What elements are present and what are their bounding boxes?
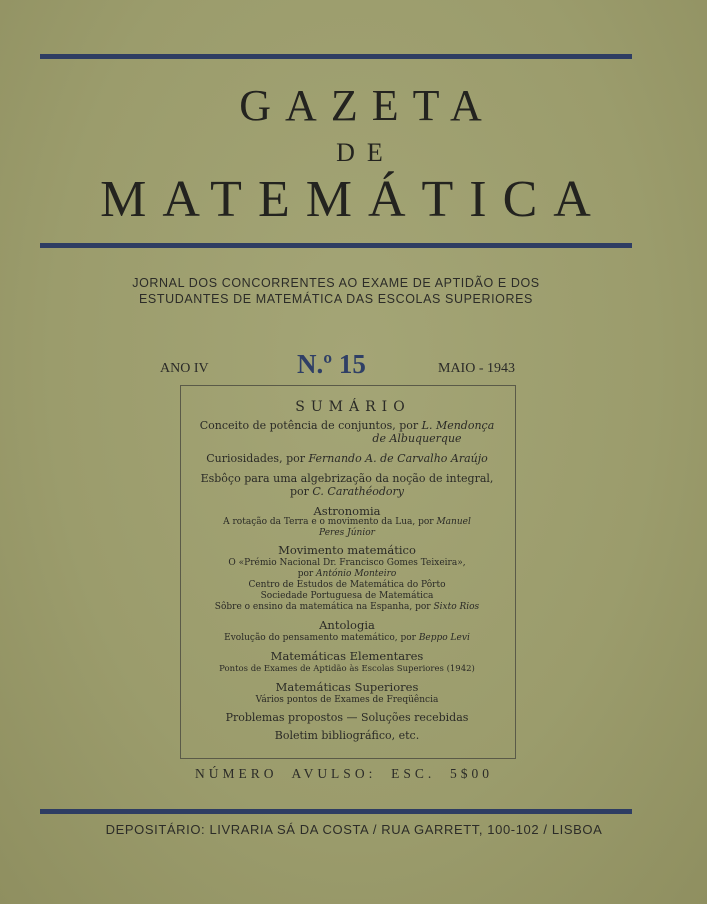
top-rule: [40, 54, 632, 59]
title-de: DE: [336, 138, 395, 167]
toc-entry-9: por António Monteiro: [297, 569, 397, 579]
issue-number: N.º 15: [297, 349, 366, 379]
toc-entry-13: Evolução do pensamento matemático, por Beppo Levi: [224, 633, 470, 643]
toc-section-superiores: Matemáticas Superiores: [275, 680, 419, 694]
issue-year: ANO IV: [160, 361, 209, 376]
footer-rule: [40, 809, 632, 814]
toc-section-astronomia: Astronomia: [313, 504, 381, 518]
subtitle-line-2: ESTUDANTES DE MATEMÁTICA DAS ESCOLAS SUPERIORES: [138, 292, 533, 306]
toc-entry-16: Problemas propostos — Soluções recebidas: [225, 711, 469, 724]
toc-entry-14: Pontos de Exames de Aptidão às Escolas Superiores (1942): [219, 664, 475, 674]
price-line: NÚMERO AVULSO: ESC. 5$00: [195, 766, 493, 781]
toc-section-movimento: Movimento matemático: [278, 543, 416, 557]
subtitle-line-1: JORNAL DOS CONCORRENTES AO EXAME DE APTIDÃO E DOS: [132, 276, 540, 290]
toc-entry-4: Esbôço para uma algebrização da noção de integral,: [200, 472, 494, 485]
issue-info: [0, 349, 707, 383]
title-matematica: MATEMÁTICA: [100, 171, 607, 228]
toc-entry-11: Sociedade Portuguesa de Matemática: [260, 591, 434, 601]
depositario-line: DEPOSITÁRIO: LIVRARIA SÁ DA COSTA / RUA GARRETT, 100-102 / LISBOA: [105, 822, 603, 837]
toc-entry-17: Boletim bibliográfico, etc.: [274, 729, 420, 742]
toc-entry-2: de Albuquerque: [372, 432, 462, 445]
summary-heading: SUMÁRIO: [295, 399, 411, 415]
toc-entry-15: Vários pontos de Exames de Freqüência: [255, 695, 439, 705]
toc-entry-12: Sôbre o ensino da matemática na Espanha, por Sixto Rios: [214, 602, 480, 612]
toc-entry-7: Peres Júnior: [319, 528, 375, 538]
title-gazeta: GAZETA: [239, 81, 496, 130]
toc-entry-1: Conceito de potência de conjuntos, por L. Mendonça: [199, 419, 495, 432]
issue-date: MAIO - 1943: [438, 361, 515, 376]
toc-entry-6: A rotação da Terra e o movimento da Lua, por Manuel: [223, 517, 471, 527]
title-bottom-rule: [40, 243, 632, 248]
toc-section-elementares: Matemáticas Elementares: [270, 649, 424, 663]
toc-entry-5: por C. Carathéodory: [289, 485, 404, 498]
toc-section-antologia: Antologia: [319, 618, 375, 632]
toc-entry-10: Centro de Estudos de Matemática do Pôrto: [248, 580, 446, 590]
toc-entry-8: O «Prémio Nacional Dr. Francisco Gomes Teixeira»,: [228, 558, 466, 568]
toc-entry-3: Curiosidades, por Fernando A. de Carvalho Araújo: [206, 452, 488, 465]
